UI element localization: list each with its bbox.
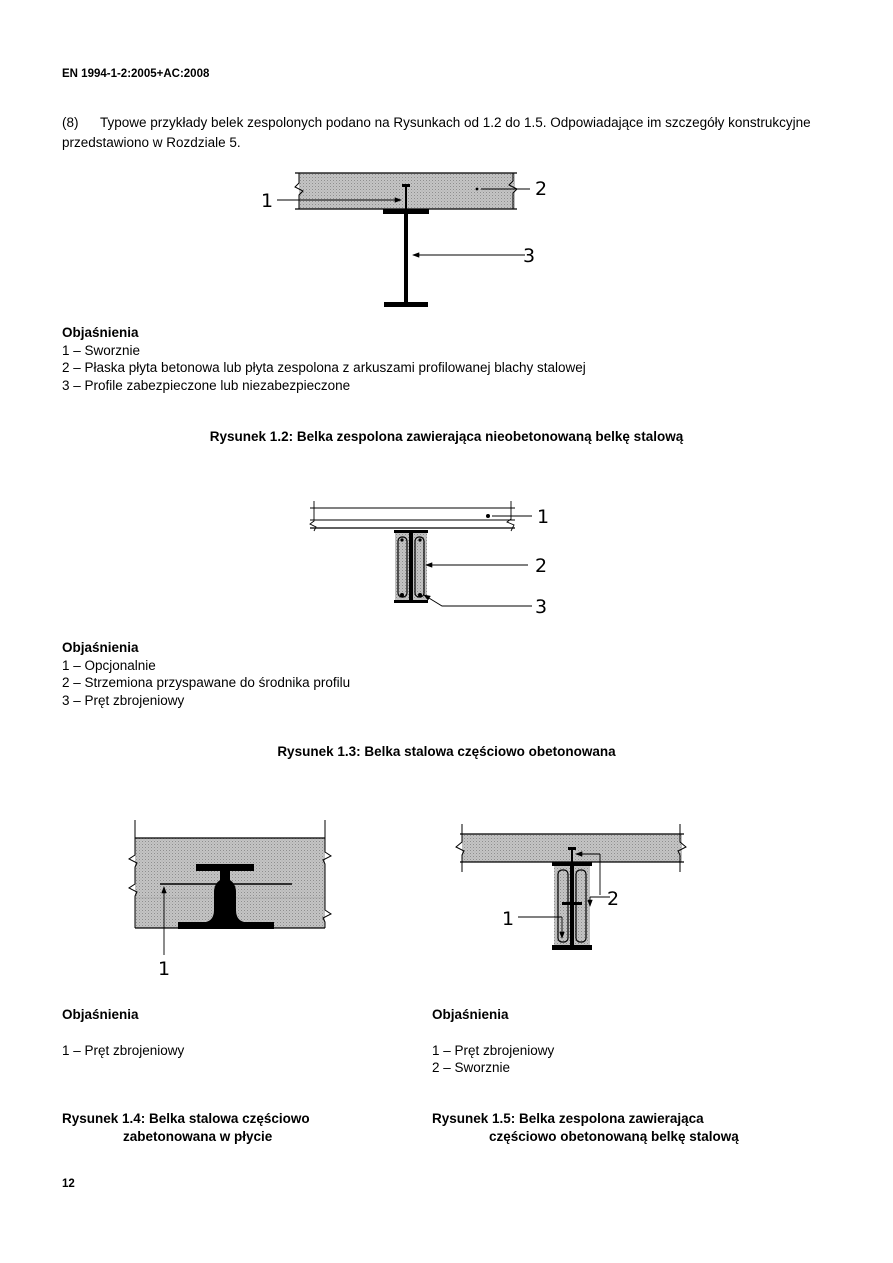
- figure-1-2-drawing: [255, 165, 555, 315]
- figure-1-2-caption: Rysunek 1.2: Belka zespolona zawierająca nieobetonowaną belkę stalową: [209, 429, 684, 444]
- callout-1: 1: [261, 190, 274, 212]
- figure-1-4-legend: [62, 1006, 184, 1059]
- callout-2: 2: [607, 888, 620, 910]
- shear-stud: [405, 185, 407, 209]
- legend-item: 1 – Sworznie: [62, 342, 141, 358]
- figure-1-5-caption: [432, 1110, 739, 1146]
- caption-line: Rysunek 1.5: Belka zespolona zawierająca: [432, 1111, 704, 1126]
- figure-1-3-drawing: [300, 495, 560, 620]
- paragraph-text: Typowe przykłady belek zespolonych podano na Rysunkach od 1.2 do 1.5. Odpowiadające im szczegóły konstrukcyjne przedstawiono w Rozdziale 5.: [62, 115, 811, 150]
- legend-item: 1 – Opcjonalnie: [62, 657, 156, 673]
- paragraph-8: [62, 113, 832, 153]
- bottom-flange: [384, 302, 428, 307]
- break-line-left: [310, 501, 316, 531]
- legend-item: 2 – Strzemiona przyspawane do środnika profilu: [62, 675, 351, 690]
- callout-1: 1: [537, 506, 550, 528]
- callout-2: 2: [535, 555, 548, 577]
- bottom-flange: [178, 922, 274, 929]
- figure-1-3-caption: Rysunek 1.3: Belka stalowa częściowo obetonowana: [277, 744, 616, 759]
- callout-3: 3: [535, 596, 548, 618]
- figure-1-4-caption: [62, 1110, 310, 1146]
- legend-title: Objaśnienia: [432, 1007, 509, 1022]
- legend-item: 1 – Pręt zbrojeniowy: [62, 1042, 185, 1058]
- callout-2: 2: [535, 178, 548, 200]
- transverse-bar: [562, 902, 582, 905]
- legend-item: 2 – Płaska płyta betonowa lub płyta zespolona z arkuszami profilowanej blachy stalowej: [62, 360, 586, 375]
- bottom-flange: [394, 600, 428, 603]
- shear-stud: [571, 848, 573, 862]
- caption-line: zabetonowana w płycie: [123, 1129, 273, 1144]
- figure-1-5-legend: [432, 1006, 554, 1077]
- document-standard-header: EN 1994-1-2:2005+AC:2008: [62, 68, 210, 80]
- callout-1: 1: [158, 958, 171, 980]
- top-flange: [196, 864, 254, 871]
- steel-web: [404, 214, 408, 302]
- steel-web: [570, 866, 574, 946]
- legend-title: Objaśnienia: [62, 325, 139, 340]
- legend-item: 3 – Pręt zbrojeniowy: [62, 692, 185, 708]
- page-number: 12: [62, 1178, 75, 1190]
- paragraph-number: (8): [62, 115, 79, 130]
- caption-line: Rysunek 1.4: Belka stalowa częściowo: [62, 1111, 310, 1126]
- figure-1-3-legend: [62, 639, 350, 709]
- figure-1-5-drawing: [452, 820, 697, 955]
- steel-web: [409, 533, 413, 603]
- top-flange: [394, 530, 428, 533]
- caption-line: częściowo obetonowaną belkę stalową: [489, 1129, 739, 1144]
- legend-item: 2 – Sworznie: [432, 1060, 511, 1075]
- top-flange: [383, 209, 429, 214]
- figure-1-2-legend: [62, 324, 586, 394]
- legend-item: 1 – Pręt zbrojeniowy: [432, 1042, 555, 1058]
- legend-title: Objaśnienia: [62, 1007, 139, 1022]
- top-flange: [552, 862, 592, 866]
- callout-1: 1: [502, 908, 515, 930]
- legend-title: Objaśnienia: [62, 640, 139, 655]
- bottom-flange: [552, 945, 592, 950]
- callout-3: 3: [523, 245, 536, 267]
- figure-1-4-drawing: [118, 820, 348, 985]
- legend-item: 3 – Profile zabezpieczone lub niezabezpieczone: [62, 377, 351, 393]
